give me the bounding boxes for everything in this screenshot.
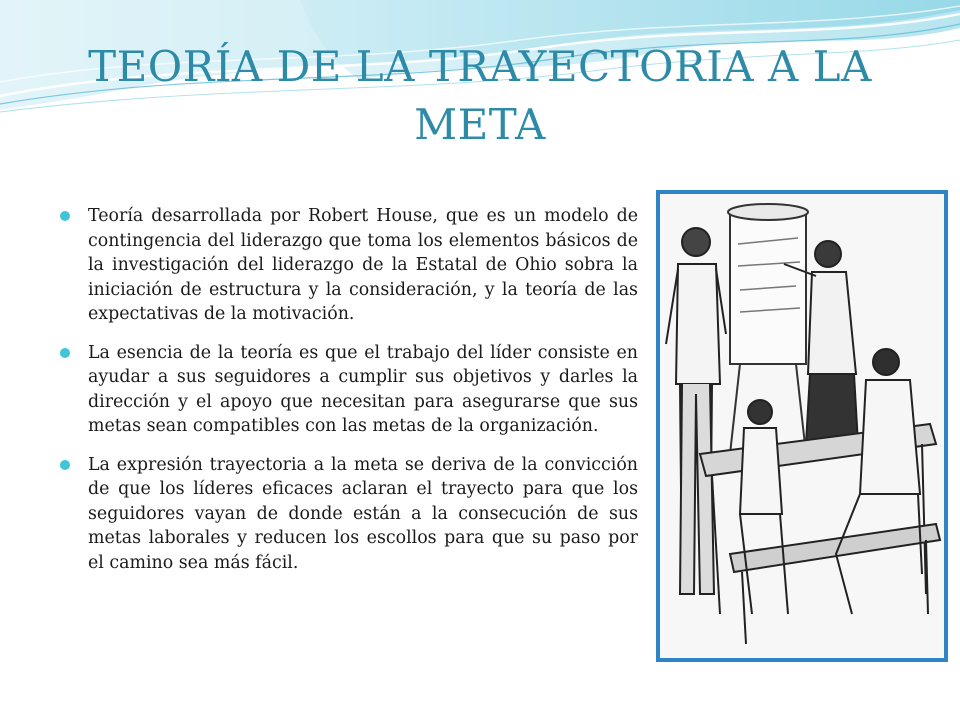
bullet-item [58,341,638,439]
bullet-dot-icon [60,211,70,221]
bullet-item [58,453,638,576]
illustration-frame [656,190,948,662]
slide-title: TEORÍA DE LA TRAYECTORIA A LA META [88,42,872,149]
bullet-list [58,204,638,589]
bullet-dot-icon [60,460,70,470]
bullet-text: Teoría desarrollada por Robert House, que es un modelo de contingencia del liderazgo que toma los elementos básicos de la investigación del liderazgo de la Estatal de Ohio sobra la iniciación de estructura y la consideración, y la teoría de las expectativas de la motivación. [88,206,638,324]
bullet-text: La expresión trayectoria a la meta se deriva de la convicción de que los líderes eficaces aclaran el trayecto para que los seguidores vayan de donde están a la consecución de sus metas laborales y reducen los escollos para que su paso por el camino sea más fácil. [88,454,638,573]
team-meeting-illustration [660,194,944,658]
bullet-item [58,204,638,327]
bullet-dot-icon [60,348,70,358]
bullet-text: La esencia de la teoría es que el trabajo del líder consiste en ayudar a sus seguidores a cumplir sus objetivos y darles la dirección y el apoyo que necesitan para asegurarse que sus metas sean compatibles con las metas de la organización. [88,342,638,436]
